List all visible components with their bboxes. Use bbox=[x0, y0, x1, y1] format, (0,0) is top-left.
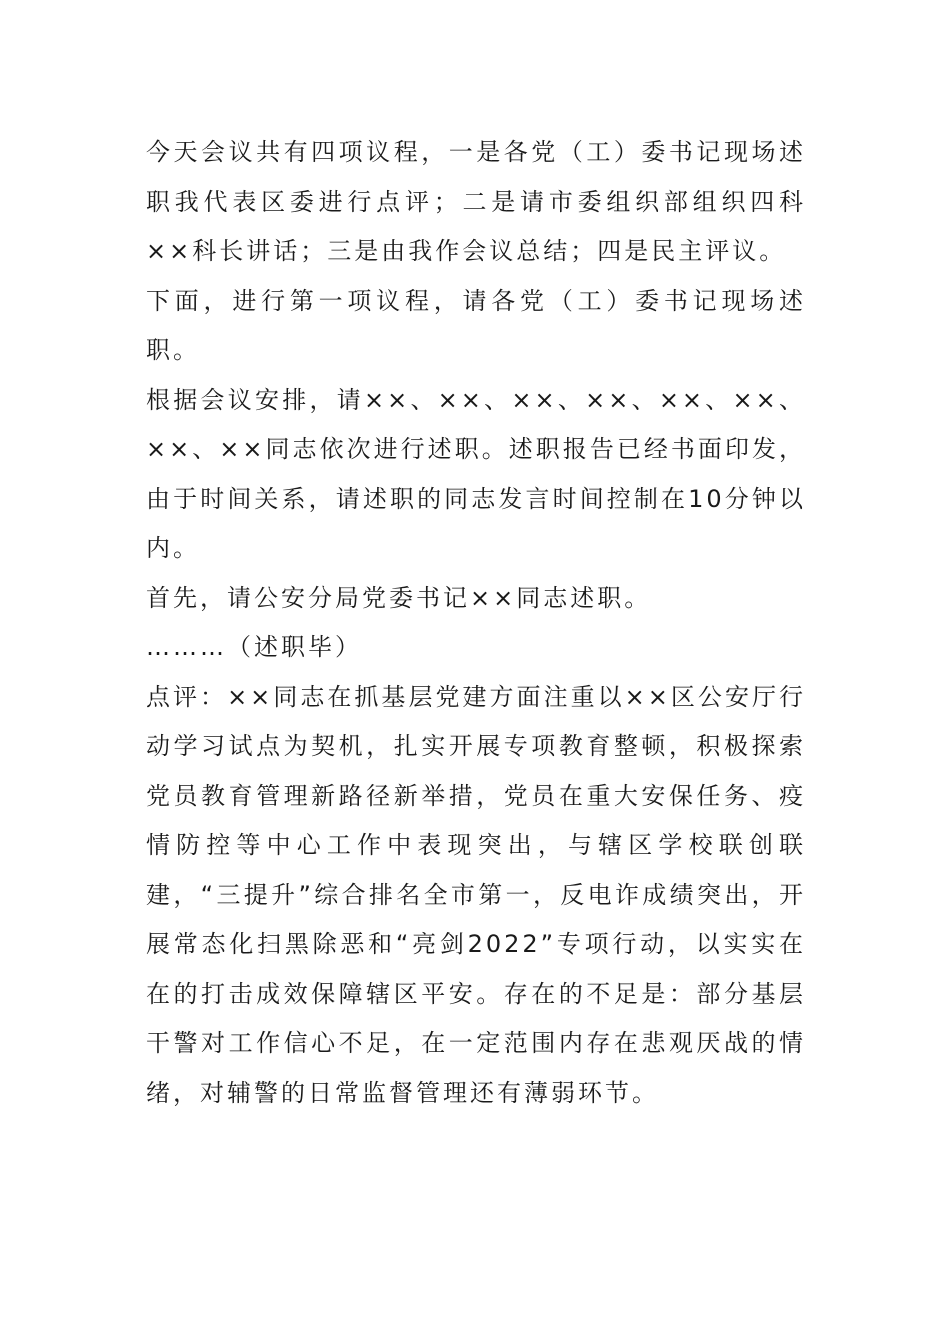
paragraph-comment: 点评：××同志在抓基层党建方面注重以××区公安厅行动学习试点为契机，扎实开展专项教育整顿，积极探索党员教育管理新路径新举措，党员在重大安保任务、疫情防控等中心工作中表现突出，与辖区学校联创联建，“三提升”综合排名全市第一，反电诈成绩突出，开展常态化扫黑除恶和“亮剑2022”专项行动，以实实在在的打击成效保障辖区平安。存在的不足是：部分基层干警对工作信心不足，在一定范围内存在悲观厌战的情绪，对辅警的日常监督管理还有薄弱环节。 bbox=[146, 682, 806, 1107]
paragraph-arrangement: 根据会议安排，请××、××、××、××、××、××、××、××同志依次进行述职。述职报告已经书面印发，由于时间关系，请述职的同志发言时间控制在10分钟以内。 bbox=[146, 385, 806, 562]
document-body bbox=[146, 128, 806, 1118]
paragraph-first-item: 下面，进行第一项议程，请各党（工）委书记现场述职。 bbox=[146, 286, 806, 364]
paragraph-first-speaker: 首先，请公安分局党委书记××同志述职。 bbox=[146, 583, 652, 612]
paragraph-report-end: ………（述职毕） bbox=[146, 633, 362, 661]
paragraph-agenda: 今天会议共有四项议程，一是各党（工）委书记现场述职我代表区委进行点评；二是请市委组织部组织四科××科长讲话；三是由我作会议总结；四是民主评议。 bbox=[146, 138, 806, 265]
